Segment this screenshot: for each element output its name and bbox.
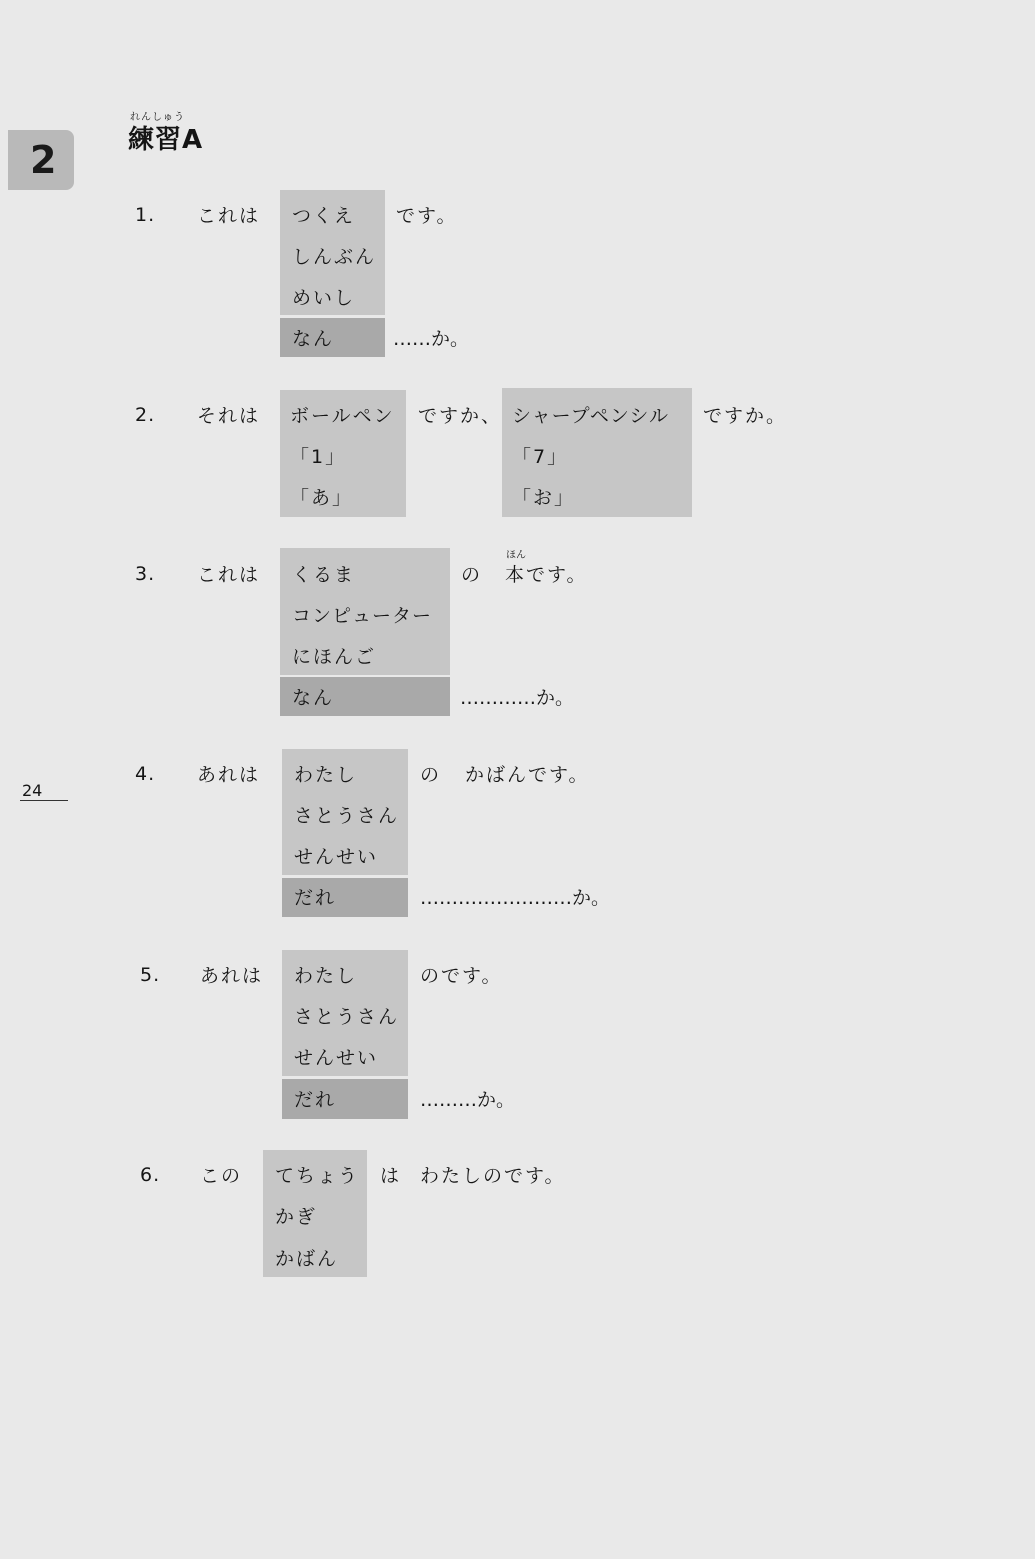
exercise-prefix: この bbox=[200, 1165, 243, 1187]
page-title: 練習A bbox=[128, 125, 204, 155]
exercise-suffix: です。 bbox=[526, 564, 588, 586]
option-text: せんせい bbox=[294, 1047, 379, 1069]
exercise-suffix: かばんです。 bbox=[465, 764, 590, 786]
kanji: 本 bbox=[505, 564, 525, 586]
question-word: だれ bbox=[294, 1089, 337, 1111]
option-text: 「あ」 bbox=[290, 487, 354, 509]
question-suffix: ……………………か。 bbox=[420, 887, 611, 909]
option-text: つくえ bbox=[292, 205, 356, 227]
page-number-underline bbox=[20, 800, 68, 801]
exercise-particle: の bbox=[420, 764, 442, 786]
question-word: なん bbox=[292, 687, 335, 709]
option-text: てちょう bbox=[275, 1165, 360, 1187]
option-text: わたし bbox=[294, 764, 358, 786]
exercise-suffix: ですか。 bbox=[703, 405, 788, 427]
exercise-number: 2. bbox=[135, 404, 156, 426]
exercise-particle: の bbox=[461, 564, 483, 586]
exercise-prefix: あれは bbox=[197, 764, 261, 786]
option-text: めいし bbox=[292, 287, 356, 309]
option-text: 「お」 bbox=[512, 487, 576, 509]
exercise-number: 3. bbox=[135, 563, 156, 585]
page-number: 24 bbox=[22, 781, 43, 800]
option-text: シャープペンシル bbox=[512, 405, 669, 427]
question-suffix: ……か。 bbox=[393, 328, 470, 350]
option-text: さとうさん bbox=[294, 1006, 400, 1028]
option-text: にほんご bbox=[292, 646, 377, 668]
option-text: 「1」 bbox=[290, 446, 347, 468]
exercise-middle: ですか、 bbox=[418, 405, 503, 427]
option-text: ボールペン bbox=[290, 405, 395, 427]
exercise-prefix: あれは bbox=[200, 965, 264, 987]
exercise-prefix: これは bbox=[197, 564, 261, 586]
exercise-particle: は bbox=[380, 1165, 402, 1187]
exercise-number: 4. bbox=[135, 763, 156, 785]
question-word: だれ bbox=[294, 887, 337, 909]
option-text: わたし bbox=[294, 965, 358, 987]
chapter-number: 2 bbox=[30, 138, 57, 182]
chapter-tab bbox=[8, 130, 74, 190]
exercise-prefix: これは bbox=[197, 205, 261, 227]
exercise-suffix: のです。 bbox=[420, 965, 503, 987]
exercise-number: 5. bbox=[140, 964, 161, 986]
option-text: しんぶん bbox=[292, 246, 377, 268]
kanji-ruby: ほん bbox=[506, 550, 526, 561]
option-text: かばん bbox=[275, 1248, 339, 1270]
question-suffix: ………か。 bbox=[420, 1089, 516, 1111]
exercise-suffix: です。 bbox=[396, 205, 458, 227]
question-word: なん bbox=[292, 328, 335, 350]
question-suffix: …………か。 bbox=[460, 687, 575, 709]
title-ruby: れんしゅう bbox=[130, 112, 185, 123]
option-text: くるま bbox=[292, 564, 356, 586]
exercise-number: 1. bbox=[135, 204, 156, 226]
exercise-number: 6. bbox=[140, 1164, 161, 1186]
option-text: コンピューター bbox=[292, 605, 433, 627]
option-text: 「7」 bbox=[512, 446, 569, 468]
option-text: さとうさん bbox=[294, 805, 400, 827]
exercise-prefix: それは bbox=[197, 405, 261, 427]
option-text: せんせい bbox=[294, 846, 379, 868]
exercise-suffix: わたしのです。 bbox=[420, 1165, 566, 1187]
option-text: かぎ bbox=[275, 1206, 318, 1228]
